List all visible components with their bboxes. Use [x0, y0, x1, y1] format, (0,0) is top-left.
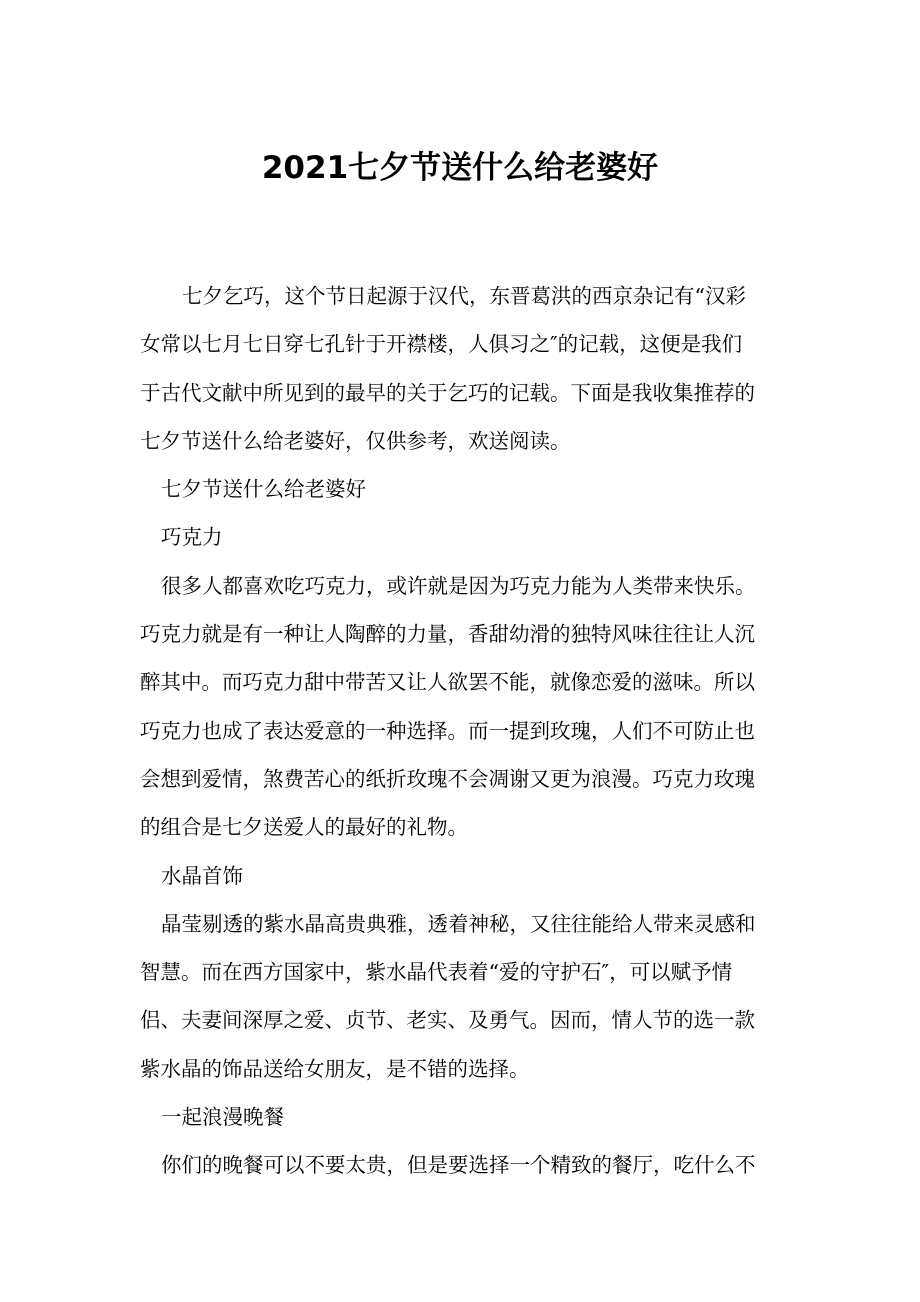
section-heading-chocolate: 巧克力 [161, 525, 223, 550]
crystal-paragraph-line: 智慧。而在西方国家中，紫水晶代表着“爱的守护石″，可以赋予情 [140, 960, 733, 985]
intro-line: 女常以七月七日穿七孔针于开襟楼，人俱习之″的记载，这便是我们 [140, 332, 743, 357]
chocolate-paragraph-line: 的组合是七夕送爱人的最好的礼物。 [140, 815, 468, 840]
intro-line: 七夕乞巧，这个节日起源于汉代，东晋葛洪的西京杂记有“汉彩 [182, 284, 746, 308]
crystal-paragraph-line: 晶莹剔透的紫水晶高贵典雅，透着神秘，又往往能给人带来灵感和 [161, 911, 756, 936]
document-title: 2021七夕节送什么给老婆好 [261, 150, 659, 186]
section-heading-dinner: 一起浪漫晚餐 [161, 1105, 284, 1130]
intro-line: 七夕节送什么给老婆好，仅供参考，欢送阅读。 [140, 428, 571, 453]
intro-line: 于古代文献中所见到的最早的关于乞巧的记载。下面是我收集推荐的 [140, 380, 755, 405]
crystal-paragraph-line: 侣、夫妻间深厚之爱、贞节、老实、及勇气。因而，情人节的选一款 [140, 1008, 755, 1033]
crystal-paragraph-line: 紫水晶的饰品送给女朋友，是不错的选择。 [140, 1056, 530, 1081]
section-heading: 七夕节送什么给老婆好 [161, 477, 366, 502]
chocolate-paragraph-line: 巧克力也成了表达爱意的一种选择。而一提到玫瑰，人们不可防止也 [140, 718, 755, 743]
chocolate-paragraph-line: 巧克力就是有一种让人陶醉的力量，香甜幼滑的独特风味往往让人沉 [140, 622, 755, 647]
dinner-paragraph-line: 你们的晚餐可以不要太贵，但是要选择一个精致的餐厅，吃什么不 [161, 1153, 756, 1178]
chocolate-paragraph-line: 很多人都喜欢吃巧克力，或许就是因为巧克力能为人类带来快乐。 [161, 573, 756, 598]
chocolate-paragraph-line: 醉其中。而巧克力甜中带苦又让人欲罢不能，就像恋爱的滋味。所以 [140, 670, 755, 695]
section-heading-crystal: 水晶首饰 [161, 863, 243, 888]
document-body [140, 272, 785, 1190]
chocolate-paragraph-line: 会想到爱情，煞费苦心的纸折玫瑰不会凋谢又更为浪漫。巧克力玫瑰 [140, 766, 755, 791]
